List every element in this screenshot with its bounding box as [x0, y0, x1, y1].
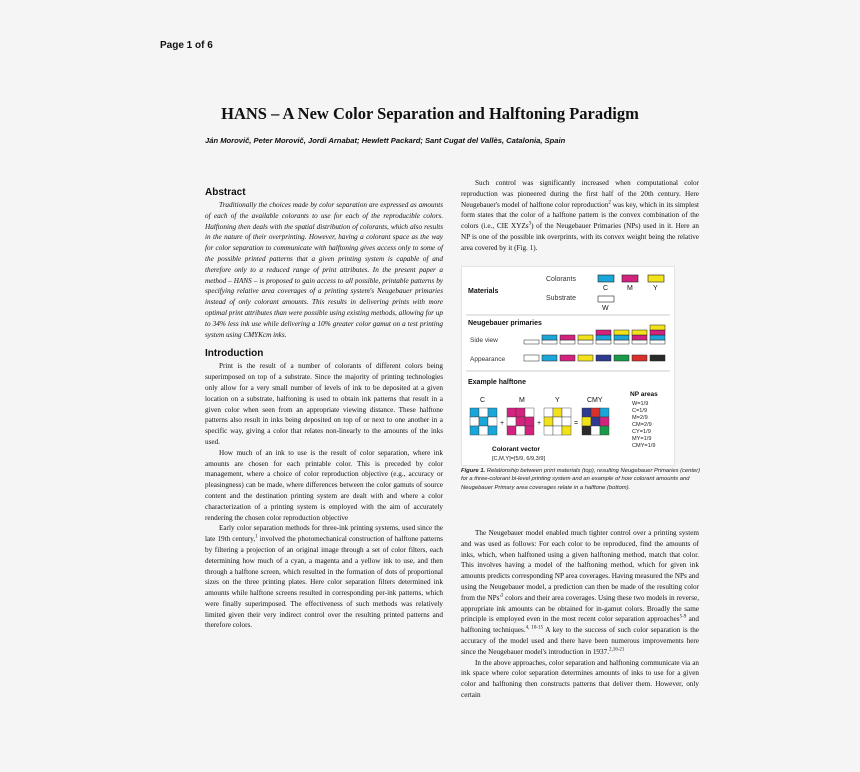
grid-y-letter: Y	[555, 397, 560, 404]
colorant-c-letter: C	[603, 285, 609, 292]
halftone-grid-c	[470, 408, 497, 435]
abstract-text: Traditionally the choices made by color separation are expressed as amounts of each of the available colorants to use for each of the reproducible colors. Halftoning then deals with the spatial distribution of colorants, which also results in the nature of their overprinting. However, having a colorant space as the way for color separation to communicate with halftoning gives access only to some of the possible printed patterns that a given printing system is capable of and therefore only to a reduced range of print attributes. In the present paper a method – HANS – is proposed to gain access to all possible, printable patterns by specifying relative area coverages of a printing system's Neugebauer primaries instead of only colorant amounts. This results in delivering prints with more optimal print attributes than were possible using existing methods, allowing for up to 34% less ink use while delivering a 10% greater color gamut on a test printing system using CMYKcm inks.	[205, 201, 443, 339]
np-side-cmy	[650, 340, 665, 344]
right-column-top	[461, 178, 699, 254]
np-side-my	[632, 340, 647, 344]
svg-text:+: +	[500, 420, 505, 427]
figure-1	[461, 266, 675, 466]
svg-text:=: =	[574, 420, 579, 427]
example-heading: Example halftone	[468, 379, 526, 386]
grid-m-letter: M	[519, 397, 525, 404]
np-side-m	[560, 340, 575, 344]
np-heading: Neugebauer primaries	[468, 320, 542, 327]
side-view-stacks	[524, 325, 665, 344]
np-area-item: MY=1/9	[632, 436, 652, 442]
np-side-w	[524, 340, 539, 344]
right-paragraph-2: The Neugebauer model enabled much tighter control over a printing system and was used as follows: For each color to be reproduced, find the amounts of inks, which, when halftoned using a given halftoning method, match that color. This involves having a model of the halftoning method, which for given ink amounts predicts corresponding NP area coverages. Having measured the NPs and using the Neugebauer model, a prediction can then be made of the resulting color from the $NPs'^3$ colors and their area coverages. Using these two models in reverse, appropriate ink amounts can be obtained for in-gamut colors. Broadly the same principle is employed even in the most recent color separation approaches$^{5-9}$ and halftoning techniques.$^{4, 10-15}$ A key to the success of such color separation is the accuracy of the model used and there have been numerous improvements here since the Neugebauer model's introduction in 1937.$^{2,16-21}$	[461, 529, 699, 656]
colorant-m-swatch	[622, 275, 638, 282]
substrate-label: Substrate	[546, 295, 576, 302]
appearance-swatches	[524, 355, 665, 361]
materials-label: Materials	[468, 288, 499, 295]
page-number-label: Page 1 of 6	[160, 40, 213, 51]
halftone-grid-y	[544, 408, 571, 435]
np-side-y	[578, 340, 593, 344]
figure-caption: Figure 1. Relationship between print materials (top), resulting Neugebauer Primaries (center) for a three-colorant bi-level printing system and an example of how colorant amounts and Neugebauer Primary area coverages relate in a halftone (bottom).	[461, 468, 701, 491]
author-line: Ján Morovič, Peter Morovič, Jordi Arnabat; Hewlett Packard; Sant Cugat del Vallès, Catalonia, Spain	[205, 136, 566, 145]
svg-text:+: +	[537, 420, 542, 427]
appearance-label: Appearance	[470, 356, 506, 363]
np-side-cm	[596, 340, 611, 344]
intro-paragraph-3: Early color separation methods for three-ink printing systems, used since the late 19th century,$^1$ involved the photomechanical construction of halftone patterns by filtering a projection of an original image through a set of color filters, each determining how much of a cyan, a magenta and a yellow ink to use, and then through a halftone screen, which resulted in the formation of dots of proportional sizes on the three printing plates. Here color separation filters determined ink amounts while halftone screens resulted in corresponding per-ink patterns, which were finally superimposed. The effectiveness of such methods was relatively limited given their very indirect control over the resulting printed patterns and therefore colors.	[205, 524, 443, 630]
np-area-item: M=2/9	[632, 415, 648, 421]
intro-paragraph-1: Print is the result of a number of colorants of different colors being superimposed on top of a substrate. Since the majority of printing technologies only allow for a very small number of levels of ink to be deposited at a given location on a substrate, halftoning is used to obtain ink patterns that result in a given color when seen from an appropriate viewing distance. These halftone patterns also result in inks being deposited on top of or next to one another in a specific way, giving a color that relates non-linearly to the amounts of the inks used.	[205, 362, 443, 446]
substrate-w-letter: W	[602, 305, 609, 312]
paper-title: HANS – A New Color Separation and Halftoning Paradigm	[221, 104, 639, 123]
colorant-vector-value: [C,M,Y]=[5/9, 6/9,3/9]	[492, 456, 546, 462]
np-area-item: CMY=1/9	[632, 443, 656, 449]
right-paragraph-1: Such control was significantly increased when computational color reproduction was pioneered during the first half of the 20th century. Here Neugebauer's model of halftone color reproduction$^2$ was key, which in its simplest form states that the color of a halftone pattern is the convex combination of the colors (i.e., CIE XYZs$^3$) of the Neugebauer Primaries (NPs) used in it. Here an NP is one of the possible ink overprints, with its convex weight being the relative area covered by it (Fig. 1).	[461, 179, 699, 252]
colorant-vector-label: Colorant vector	[492, 446, 541, 453]
grid-c-letter: C	[480, 397, 486, 404]
np-area-item: CM=2/9	[632, 422, 652, 428]
right-paragraph-3: In the above approaches, color separation and halftoning communicate via an ink space where color separation determines amounts of inks to use for a given color and halftoning then constructs patterns that deliver them. However, only certain	[461, 658, 699, 699]
colorant-y-swatch	[648, 275, 664, 282]
colorants-label: Colorants	[546, 276, 576, 283]
abstract-heading: Abstract	[205, 187, 246, 198]
side-view-label: Side view	[470, 337, 498, 344]
colorant-c-swatch	[598, 275, 614, 282]
colorant-m-letter: M	[627, 285, 633, 292]
np-area-item: CY=1/9	[632, 429, 651, 435]
np-area-item: W=1/9	[632, 401, 649, 407]
halftone-grid-m	[507, 408, 534, 435]
np-areas-heading: NP areas	[630, 391, 658, 398]
grid-cmy-letter: CMY	[587, 397, 603, 404]
left-column	[205, 186, 443, 631]
substrate-swatch	[598, 296, 614, 302]
colorant-y-letter: Y	[653, 285, 658, 292]
np-side-cy	[614, 340, 629, 344]
intro-paragraph-2: How much of an ink to use is the result of color separation, where ink amounts are chosen for each printable color. This is preceded by color management, where a choice of color reproduction objective (e.g., accuracy or pleasingness) can be made, where differences between the color gamuts of source content and the destination printing system are dealt with and where a color characterization of a printing system is employed with the aim of accurately rendering the chosen color reproduction objective	[205, 448, 443, 522]
introduction-heading: Introduction	[205, 348, 264, 360]
np-side-c	[542, 340, 557, 344]
np-area-item: C=1/9	[632, 408, 648, 414]
halftone-grid-cmy	[582, 408, 609, 435]
right-column-bottom	[461, 528, 699, 701]
